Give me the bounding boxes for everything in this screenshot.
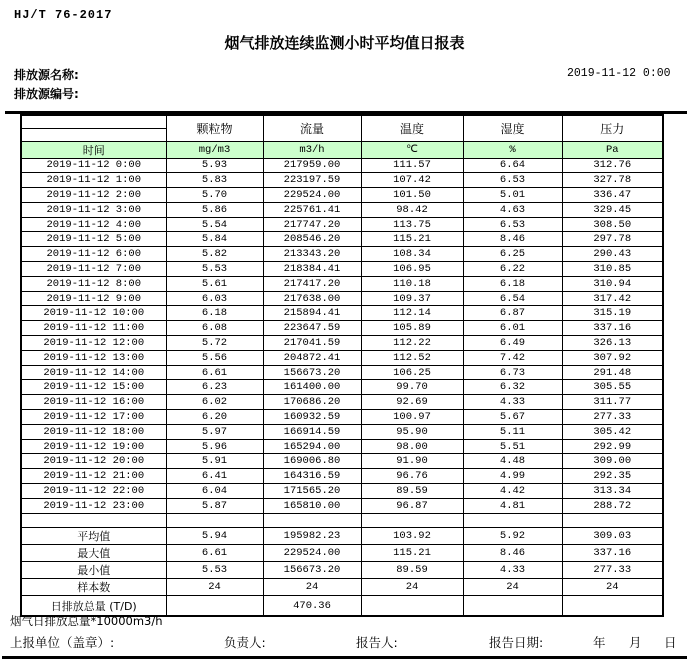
value-cell: 6.03	[166, 291, 263, 306]
stat-label-cell: 最小值	[21, 562, 166, 579]
stat-row	[21, 545, 663, 562]
stat-value-cell: 24	[263, 579, 361, 596]
value-cell: 5.51	[463, 439, 562, 454]
table-body	[21, 158, 663, 616]
stat-value-cell: 195982.23	[263, 528, 361, 545]
value-cell: 311.77	[562, 395, 663, 410]
value-cell: 6.41	[166, 469, 263, 484]
value-cell: 292.99	[562, 439, 663, 454]
value-cell: 229524.00	[263, 188, 361, 203]
stat-label-cell: 最大值	[21, 545, 166, 562]
value-cell: 313.34	[562, 484, 663, 499]
value-cell: 107.42	[361, 173, 463, 188]
data-row	[21, 202, 663, 217]
column-header-temperature: 温度	[361, 115, 463, 141]
value-cell: 310.94	[562, 276, 663, 291]
value-cell: 98.00	[361, 439, 463, 454]
time-cell: 2019-11-12 0:00	[21, 158, 166, 173]
value-cell: 95.90	[361, 424, 463, 439]
stat-label-cell: 日排放总量 (T/D)	[21, 596, 166, 616]
time-cell: 2019-11-12 8:00	[21, 276, 166, 291]
time-cell: 2019-11-12 15:00	[21, 380, 166, 395]
data-row	[21, 321, 663, 336]
time-cell: 2019-11-12 17:00	[21, 410, 166, 425]
value-cell: 112.14	[361, 306, 463, 321]
stat-value-cell	[166, 596, 263, 616]
value-cell: 6.53	[463, 217, 562, 232]
value-cell: 6.61	[166, 365, 263, 380]
value-cell: 164316.59	[263, 469, 361, 484]
value-cell: 217417.20	[263, 276, 361, 291]
stat-value-cell: 229524.00	[263, 545, 361, 562]
value-cell: 5.86	[166, 202, 263, 217]
value-cell: 208546.20	[263, 232, 361, 247]
spacer-cell	[166, 513, 263, 528]
value-cell: 171565.20	[263, 484, 361, 499]
value-cell: 108.34	[361, 247, 463, 262]
month-label: 月	[629, 635, 642, 650]
value-cell: 109.37	[361, 291, 463, 306]
data-row	[21, 336, 663, 351]
spacer-cell	[21, 513, 166, 528]
value-cell: 96.76	[361, 469, 463, 484]
value-cell: 4.33	[463, 395, 562, 410]
stat-value-cell	[562, 596, 663, 616]
value-cell: 6.18	[463, 276, 562, 291]
value-cell: 317.42	[562, 291, 663, 306]
stat-value-cell: 24	[166, 579, 263, 596]
value-cell: 4.42	[463, 484, 562, 499]
value-cell: 4.81	[463, 498, 562, 513]
value-cell: 112.22	[361, 336, 463, 351]
stat-value-cell: 309.03	[562, 528, 663, 545]
value-cell: 213343.20	[263, 247, 361, 262]
report-unit-label: 上报单位（盖章）:	[10, 635, 115, 650]
time-cell: 2019-11-12 12:00	[21, 336, 166, 351]
bottom-rule	[2, 656, 687, 659]
column-header-humidity: 湿度	[463, 115, 562, 141]
data-row	[21, 188, 663, 203]
value-cell: 288.72	[562, 498, 663, 513]
value-cell: 6.54	[463, 291, 562, 306]
value-cell: 297.78	[562, 232, 663, 247]
stat-row	[21, 579, 663, 596]
value-cell: 204872.41	[263, 350, 361, 365]
value-cell: 5.83	[166, 173, 263, 188]
value-cell: 5.61	[166, 276, 263, 291]
value-cell: 290.43	[562, 247, 663, 262]
data-row	[21, 247, 663, 262]
time-cell: 2019-11-12 2:00	[21, 188, 166, 203]
source-name-label: 排放源名称:	[14, 68, 79, 82]
value-cell: 4.63	[463, 202, 562, 217]
value-cell: 98.42	[361, 202, 463, 217]
time-cell: 2019-11-12 13:00	[21, 350, 166, 365]
unit-temperature: ℃	[361, 141, 463, 158]
value-cell: 327.78	[562, 173, 663, 188]
stat-value-cell: 8.46	[463, 545, 562, 562]
time-header: 时间	[21, 141, 166, 158]
value-cell: 218384.41	[263, 262, 361, 277]
value-cell: 312.76	[562, 158, 663, 173]
value-cell: 111.57	[361, 158, 463, 173]
value-cell: 292.35	[562, 469, 663, 484]
value-cell: 115.21	[361, 232, 463, 247]
stat-row	[21, 528, 663, 545]
emission-total-note: 烟气日排放总量*10000m3/h	[10, 614, 163, 628]
data-row	[21, 380, 663, 395]
value-cell: 5.72	[166, 336, 263, 351]
source-id-label: 排放源编号:	[14, 87, 79, 101]
stat-value-cell: 5.53	[166, 562, 263, 579]
data-row	[21, 276, 663, 291]
data-row	[21, 350, 663, 365]
value-cell: 6.04	[166, 484, 263, 499]
data-row	[21, 365, 663, 380]
value-cell: 5.96	[166, 439, 263, 454]
value-cell: 225761.41	[263, 202, 361, 217]
value-cell: 6.20	[166, 410, 263, 425]
spacer-row	[21, 513, 663, 528]
value-cell: 217747.20	[263, 217, 361, 232]
value-cell: 291.48	[562, 365, 663, 380]
value-cell: 305.42	[562, 424, 663, 439]
value-cell: 6.32	[463, 380, 562, 395]
time-cell: 2019-11-12 7:00	[21, 262, 166, 277]
stat-value-cell: 6.61	[166, 545, 263, 562]
stat-value-cell: 277.33	[562, 562, 663, 579]
value-cell: 309.00	[562, 454, 663, 469]
value-cell: 217959.00	[263, 158, 361, 173]
value-cell: 5.67	[463, 410, 562, 425]
reporter-label: 报告人:	[356, 635, 398, 650]
value-cell: 215894.41	[263, 306, 361, 321]
spacer-cell	[463, 513, 562, 528]
value-cell: 165810.00	[263, 498, 361, 513]
data-row	[21, 424, 663, 439]
time-cell: 2019-11-12 11:00	[21, 321, 166, 336]
value-cell: 7.42	[463, 350, 562, 365]
value-cell: 161400.00	[263, 380, 361, 395]
value-cell: 170686.20	[263, 395, 361, 410]
value-cell: 277.33	[562, 410, 663, 425]
data-row	[21, 232, 663, 247]
stat-value-cell	[463, 596, 562, 616]
spacer-cell	[263, 513, 361, 528]
time-cell: 2019-11-12 4:00	[21, 217, 166, 232]
value-cell: 326.13	[562, 336, 663, 351]
value-cell: 223197.59	[263, 173, 361, 188]
page-title: 烟气排放连续监测小时平均值日报表	[224, 34, 465, 52]
value-cell: 169006.80	[263, 454, 361, 469]
value-cell: 166914.59	[263, 424, 361, 439]
time-cell: 2019-11-12 16:00	[21, 395, 166, 410]
value-cell: 5.97	[166, 424, 263, 439]
value-cell: 106.25	[361, 365, 463, 380]
value-cell: 6.22	[463, 262, 562, 277]
value-cell: 5.53	[166, 262, 263, 277]
stat-value-cell: 89.59	[361, 562, 463, 579]
value-cell: 92.69	[361, 395, 463, 410]
value-cell: 5.84	[166, 232, 263, 247]
unit-pressure: Pa	[562, 141, 663, 158]
time-cell: 2019-11-12 19:00	[21, 439, 166, 454]
stat-value-cell: 5.94	[166, 528, 263, 545]
stat-value-cell: 115.21	[361, 545, 463, 562]
value-cell: 165294.00	[263, 439, 361, 454]
value-cell: 336.47	[562, 188, 663, 203]
value-cell: 6.87	[463, 306, 562, 321]
day-label: 日	[664, 635, 677, 650]
time-cell: 2019-11-12 20:00	[21, 454, 166, 469]
unit-particulate: mg/m3	[166, 141, 263, 158]
stat-value-cell: 470.36	[263, 596, 361, 616]
value-cell: 337.16	[562, 321, 663, 336]
time-cell: 2019-11-12 10:00	[21, 306, 166, 321]
value-cell: 223647.59	[263, 321, 361, 336]
stat-value-cell: 5.92	[463, 528, 562, 545]
value-cell: 112.52	[361, 350, 463, 365]
value-cell: 308.50	[562, 217, 663, 232]
data-row	[21, 306, 663, 321]
time-header-spacer-top	[21, 115, 166, 128]
value-cell: 6.73	[463, 365, 562, 380]
stat-value-cell: 24	[361, 579, 463, 596]
data-row	[21, 158, 663, 173]
data-row	[21, 173, 663, 188]
value-cell: 5.82	[166, 247, 263, 262]
stat-value-cell: 24	[562, 579, 663, 596]
value-cell: 113.75	[361, 217, 463, 232]
value-cell: 217638.00	[263, 291, 361, 306]
value-cell: 4.99	[463, 469, 562, 484]
value-cell: 6.25	[463, 247, 562, 262]
value-cell: 100.97	[361, 410, 463, 425]
value-cell: 105.89	[361, 321, 463, 336]
data-row	[21, 439, 663, 454]
stat-label-cell: 样本数	[21, 579, 166, 596]
value-cell: 5.01	[463, 188, 562, 203]
value-cell: 106.95	[361, 262, 463, 277]
stat-value-cell: 4.33	[463, 562, 562, 579]
standard-number: HJ/T 76-2017	[14, 8, 113, 22]
value-cell: 5.11	[463, 424, 562, 439]
value-cell: 8.46	[463, 232, 562, 247]
value-cell: 305.55	[562, 380, 663, 395]
value-cell: 307.92	[562, 350, 663, 365]
unit-flow: m3/h	[263, 141, 361, 158]
value-cell: 5.56	[166, 350, 263, 365]
time-header-spacer-bottom	[21, 128, 166, 141]
value-cell: 217041.59	[263, 336, 361, 351]
value-cell: 5.87	[166, 498, 263, 513]
responsible-label: 负责人:	[224, 635, 266, 650]
spacer-cell	[361, 513, 463, 528]
value-cell: 91.90	[361, 454, 463, 469]
column-header-pressure: 压力	[562, 115, 663, 141]
time-cell: 2019-11-12 22:00	[21, 484, 166, 499]
value-cell: 5.93	[166, 158, 263, 173]
value-cell: 6.08	[166, 321, 263, 336]
year-label: 年	[593, 635, 606, 650]
data-row	[21, 469, 663, 484]
time-cell: 2019-11-12 1:00	[21, 173, 166, 188]
value-cell: 156673.20	[263, 365, 361, 380]
time-cell: 2019-11-12 5:00	[21, 232, 166, 247]
value-cell: 5.91	[166, 454, 263, 469]
value-cell: 315.19	[562, 306, 663, 321]
report-datetime: 2019-11-12 0:00	[567, 67, 671, 80]
stat-value-cell: 103.92	[361, 528, 463, 545]
data-row	[21, 454, 663, 469]
value-cell: 96.87	[361, 498, 463, 513]
value-cell: 6.64	[463, 158, 562, 173]
data-row	[21, 217, 663, 232]
value-cell: 99.70	[361, 380, 463, 395]
stat-value-cell: 24	[463, 579, 562, 596]
data-row	[21, 410, 663, 425]
value-cell: 6.01	[463, 321, 562, 336]
value-cell: 6.02	[166, 395, 263, 410]
time-cell: 2019-11-12 9:00	[21, 291, 166, 306]
hourly-average-table	[20, 114, 664, 617]
report-date-label: 报告日期:	[489, 635, 544, 650]
time-cell: 2019-11-12 6:00	[21, 247, 166, 262]
header-row-top	[21, 115, 663, 128]
value-cell: 5.70	[166, 188, 263, 203]
data-row	[21, 484, 663, 499]
data-row	[21, 395, 663, 410]
value-cell: 110.18	[361, 276, 463, 291]
value-cell: 160932.59	[263, 410, 361, 425]
unit-humidity: %	[463, 141, 562, 158]
value-cell: 89.59	[361, 484, 463, 499]
value-cell: 6.49	[463, 336, 562, 351]
time-cell: 2019-11-12 23:00	[21, 498, 166, 513]
value-cell: 6.53	[463, 173, 562, 188]
time-cell: 2019-11-12 21:00	[21, 469, 166, 484]
spacer-cell	[562, 513, 663, 528]
column-header-flow: 流量	[263, 115, 361, 141]
data-row	[21, 262, 663, 277]
value-cell: 5.54	[166, 217, 263, 232]
value-cell: 4.48	[463, 454, 562, 469]
value-cell: 329.45	[562, 202, 663, 217]
stat-value-cell: 337.16	[562, 545, 663, 562]
time-cell: 2019-11-12 14:00	[21, 365, 166, 380]
column-header-particulate: 颗粒物	[166, 115, 263, 141]
stat-row	[21, 562, 663, 579]
stat-label-cell: 平均值	[21, 528, 166, 545]
stat-value-cell: 156673.20	[263, 562, 361, 579]
data-row	[21, 498, 663, 513]
value-cell: 6.23	[166, 380, 263, 395]
data-row	[21, 291, 663, 306]
value-cell: 6.18	[166, 306, 263, 321]
time-cell: 2019-11-12 18:00	[21, 424, 166, 439]
value-cell: 101.50	[361, 188, 463, 203]
units-row	[21, 141, 663, 158]
stat-value-cell	[361, 596, 463, 616]
value-cell: 310.85	[562, 262, 663, 277]
time-cell: 2019-11-12 3:00	[21, 202, 166, 217]
